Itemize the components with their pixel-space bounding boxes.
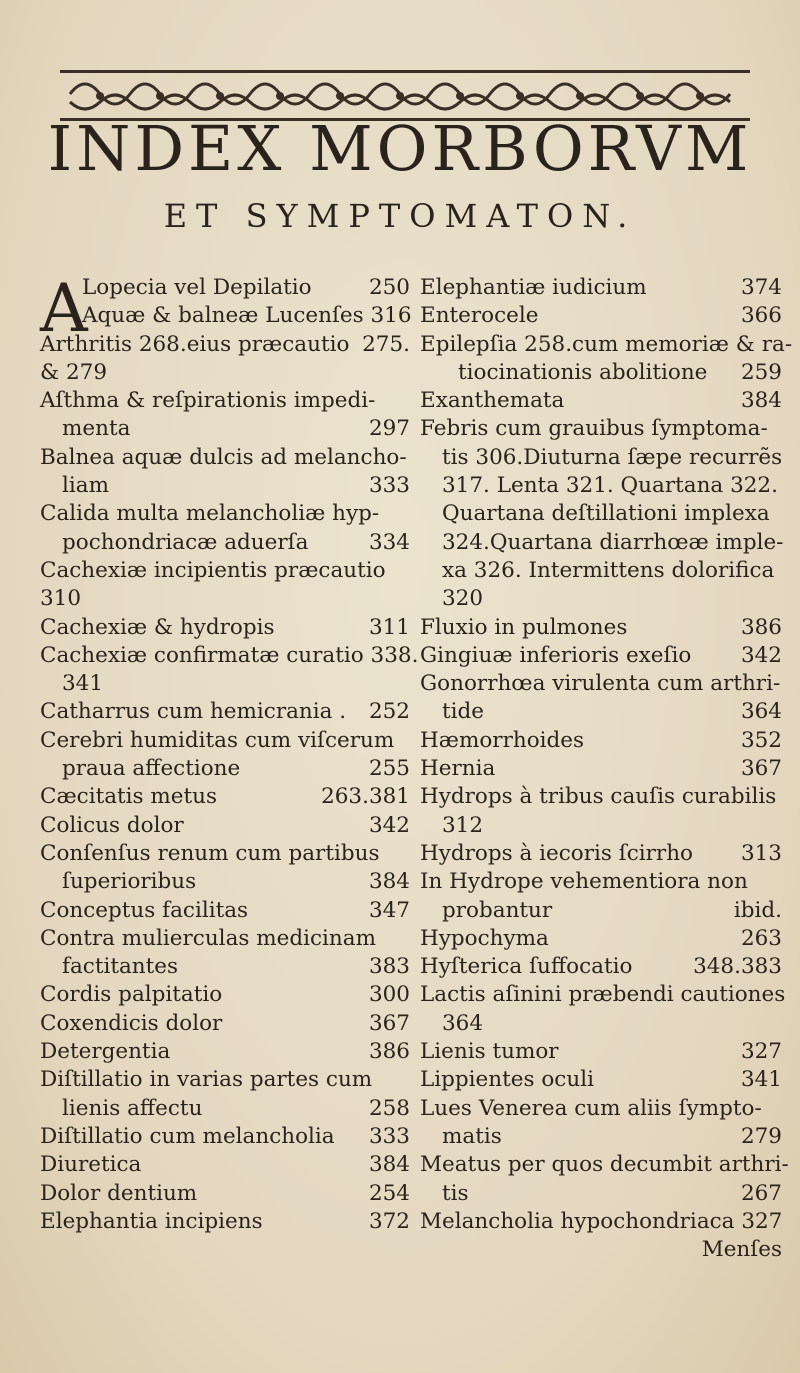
index-entry <box>40 868 410 896</box>
entry-page-number: 384 <box>368 1152 410 1178</box>
entry-page-number: 384 <box>740 388 782 414</box>
entry-text: praua affectione <box>62 756 241 782</box>
entry-text: Fluxio in pulmones <box>420 614 628 640</box>
index-entry <box>40 981 410 1009</box>
entry-page-number: 366 <box>740 303 782 329</box>
index-entry <box>420 812 782 840</box>
entry-text: Calida multa melancholiæ hyp- <box>40 501 380 527</box>
entry-text: Cordis palpitatio <box>40 982 223 1008</box>
index-entry <box>420 698 782 726</box>
index-entry <box>40 727 410 755</box>
entry-text: Epilepſia 258.cum memoriæ & ra- <box>420 331 793 357</box>
entry-text: tide <box>442 699 485 725</box>
index-entry <box>40 812 410 840</box>
entry-page-number: 279 <box>740 1123 782 1149</box>
entry-text: Lopecia vel Depilatio <box>82 275 312 300</box>
entry-text: Elephantia incipiens <box>40 1208 263 1234</box>
entry-text: Conceptus facilitas <box>40 897 249 923</box>
entry-page-number: 384 <box>368 869 410 895</box>
index-entry <box>40 1123 410 1151</box>
entry-text: Colicus dolor <box>40 812 184 838</box>
left-column <box>40 270 419 1236</box>
entry-text: Meatus per quos decumbit arthri- <box>420 1152 789 1178</box>
entry-text: Enterocele <box>420 303 539 329</box>
entry-text: Cachexiæ incipientis præcautio <box>40 557 386 583</box>
entry-text: Aſthma & reſpirationis impedi- <box>40 388 376 414</box>
entry-text: Diſtillatio in varias partes cum <box>40 1067 373 1093</box>
entry-text: menta <box>62 416 131 442</box>
index-entry <box>420 840 782 868</box>
index-entry <box>420 387 782 415</box>
entry-text: tiocinationis abolitione <box>458 359 708 385</box>
entry-page-number: 250 <box>368 275 410 300</box>
entry-text: Balnea aquæ dulcis ad melancho- <box>40 444 407 470</box>
entry-text: Lippientes oculi <box>420 1067 594 1093</box>
entry-text: Arthritis 268.eius præcautio <box>40 331 350 357</box>
entry-page-number: 352 <box>740 727 782 753</box>
index-entry <box>420 415 782 443</box>
entry-text: Aquæ & balneæ Lucenſes 316 <box>82 303 412 329</box>
entry-page-number: 364 <box>740 699 782 725</box>
index-entry <box>420 614 782 642</box>
index-entry <box>420 1151 789 1179</box>
entry-page-number: 386 <box>740 614 782 640</box>
index-entry <box>40 1038 410 1066</box>
entry-page-number: 367 <box>368 1010 410 1036</box>
index-entry <box>40 472 410 500</box>
entry-page-number: 333 <box>368 1123 410 1149</box>
entry-text: tis 306.Diuturna ſæpe recurrẽs <box>442 444 783 470</box>
index-entry <box>420 274 782 302</box>
index-entry <box>40 387 410 415</box>
entry-text: & 279 <box>40 359 108 385</box>
entry-text: Cachexiæ & hydropis <box>40 614 275 640</box>
entry-page-number: 255 <box>368 756 410 782</box>
index-entry <box>40 1066 410 1094</box>
index-entry <box>40 1180 410 1208</box>
entry-page-number: 311 <box>368 614 410 640</box>
index-title: INDEX MORBORVM <box>47 112 753 185</box>
entry-text: 310 <box>40 586 82 612</box>
index-entry <box>420 953 782 981</box>
index-entry <box>420 897 782 925</box>
entry-page-number: 342 <box>368 812 410 838</box>
entry-page-number: 254 <box>368 1180 410 1206</box>
entry-text: Lues Venerea cum aliis ſympto- <box>420 1095 762 1121</box>
index-entry <box>40 331 410 359</box>
entry-page-number: 275. <box>362 331 410 357</box>
entry-text: Contra mulierculas medicinam <box>40 925 376 951</box>
entry-page-number: 348.383 <box>693 954 782 980</box>
entry-text: Elephantiæ iudicium <box>420 275 647 300</box>
entry-text: Detergentia <box>40 1039 171 1065</box>
index-entry <box>420 1066 782 1094</box>
index-entry <box>40 1010 410 1038</box>
index-entry <box>40 557 410 585</box>
index-entry <box>420 359 782 387</box>
index-entry <box>420 783 782 811</box>
index-entry <box>420 1038 782 1066</box>
index-entry <box>420 331 793 359</box>
entry-text: Quartana deſtillationi implexa <box>442 501 770 527</box>
index-entry <box>420 1180 782 1208</box>
entry-page-number: 341 <box>740 1067 782 1093</box>
entry-text: Exanthemata <box>420 388 565 414</box>
entry-page-number: ibid. <box>733 897 782 923</box>
entry-text: Hypochyma <box>420 925 549 951</box>
entry-text: Hydrops à iecoris ſcirrho <box>420 840 693 866</box>
index-entry <box>420 868 782 896</box>
entry-text: In Hydrope vehementiora non <box>420 869 748 895</box>
entry-page-number: 313 <box>740 840 782 866</box>
index-entry <box>40 698 410 726</box>
index-entry <box>40 1095 410 1123</box>
entry-text: Gingiuæ inferioris exeſio <box>420 642 692 668</box>
index-entry <box>420 302 782 330</box>
entry-text: lienis affectu <box>62 1095 203 1121</box>
index-entry <box>40 444 410 472</box>
entry-text: Gonorrhœa virulenta cum arthri- <box>420 671 781 697</box>
index-entry <box>40 840 410 868</box>
entry-text: Diſtillatio cum melancholia <box>40 1123 335 1149</box>
index-entry <box>420 1236 782 1264</box>
index-entry <box>40 359 410 387</box>
entry-page-number: 297 <box>368 416 410 442</box>
entry-text: Cachexiæ confirmatæ curatio 338. <box>40 642 419 668</box>
index-entry <box>420 981 786 1009</box>
drop-cap: A <box>40 270 88 347</box>
entry-text: Cæcitatis metus <box>40 784 218 810</box>
entry-page-number: 342 <box>740 642 782 668</box>
index-entry <box>40 670 410 698</box>
index-entry <box>40 642 419 670</box>
entry-page-number: 334 <box>368 529 410 555</box>
index-entry <box>420 925 782 953</box>
entry-text: Hæmorrhoides <box>420 727 585 753</box>
entry-page-number: 327 <box>740 1039 782 1065</box>
entry-page-number: 263.381 <box>321 784 410 810</box>
entry-text: Melancholia hypochondriaca 327 <box>420 1208 783 1234</box>
entry-page-number: 258 <box>368 1095 410 1121</box>
index-entry <box>420 472 782 500</box>
entry-page-number: 259 <box>740 359 782 385</box>
index-entry <box>420 1095 782 1123</box>
entry-text: Hyſterica ſuffocatio <box>420 954 633 980</box>
index-entry <box>420 642 782 670</box>
index-entry <box>40 415 410 443</box>
entry-text: Lactis aſinini præbendi cautiones <box>420 982 786 1008</box>
entry-text: 364 <box>442 1010 484 1036</box>
entry-text: Conſenſus renum cum partibus <box>40 840 380 866</box>
index-entry <box>40 953 410 981</box>
entry-text: 320 <box>442 586 484 612</box>
entry-text: Dolor dentium <box>40 1180 198 1206</box>
index-entry <box>420 557 782 585</box>
entry-text: factitantes <box>62 954 179 980</box>
entry-page-number: 333 <box>368 473 410 499</box>
index-entry <box>420 529 782 557</box>
right-column <box>420 274 793 1264</box>
index-entry <box>420 1010 782 1038</box>
entry-text: Diuretica <box>40 1152 142 1178</box>
entry-text: Febris cum grauibus ſymptoma- <box>420 416 768 442</box>
entry-page-number: 367 <box>740 756 782 782</box>
entry-text: Hernia <box>420 756 496 782</box>
index-subtitle: ET SYMPTOMATON. <box>163 197 637 235</box>
index-entry <box>420 585 782 613</box>
entry-text: probantur <box>442 897 553 923</box>
index-entry <box>40 614 410 642</box>
entry-page-number: 374 <box>740 275 782 300</box>
index-entry <box>40 274 410 302</box>
entry-page-number: Menſes <box>701 1237 782 1263</box>
index-entry <box>420 444 782 472</box>
entry-page-number: 386 <box>368 1039 410 1065</box>
entry-page-number: 372 <box>368 1208 410 1234</box>
index-entry <box>420 500 782 528</box>
index-entry <box>40 1151 410 1179</box>
entry-text: 324.Quartana diarrhœæ imple- <box>442 529 784 555</box>
entry-page-number: 252 <box>368 699 410 725</box>
entry-text: pochondriacæ aduerſa <box>62 529 309 555</box>
entry-text: 312 <box>442 812 484 838</box>
index-entry <box>40 500 410 528</box>
index-entry <box>420 1123 782 1151</box>
entry-page-number: 300 <box>368 982 410 1008</box>
entry-page-number: 267 <box>740 1180 782 1206</box>
entry-text: ſuperioribus <box>62 869 197 895</box>
index-entry <box>40 1208 410 1236</box>
entry-text: Catharrus cum hemicrania . <box>40 699 347 725</box>
index-entry <box>420 670 782 698</box>
entry-text: matis <box>442 1123 502 1149</box>
index-entry <box>420 755 782 783</box>
entry-page-number: 383 <box>368 954 410 980</box>
index-entry <box>40 302 410 330</box>
index-entry <box>420 1208 782 1236</box>
entry-text: Hydrops à tribus cauſis curabilis <box>420 784 777 810</box>
index-entry <box>40 529 410 557</box>
index-entry <box>40 755 410 783</box>
entry-page-number: 263 <box>740 925 782 951</box>
entry-text: Coxendicis dolor <box>40 1010 223 1036</box>
entry-text: xa 326. Intermittens dolorifica <box>442 557 775 583</box>
entry-text: Cerebri humiditas cum viſcerum <box>40 727 395 753</box>
index-entry <box>40 925 410 953</box>
entry-text: Lienis tumor <box>420 1039 559 1065</box>
index-entry <box>420 727 782 755</box>
index-entry <box>40 897 410 925</box>
entry-text: liam <box>62 473 109 499</box>
index-entry <box>40 585 410 613</box>
entry-text: 341 <box>62 671 104 697</box>
entry-text: 317. Lenta 321. Quartana 322. <box>442 473 778 499</box>
entry-text: tis <box>442 1180 469 1206</box>
entry-page-number: 347 <box>368 897 410 923</box>
index-entry <box>40 783 410 811</box>
